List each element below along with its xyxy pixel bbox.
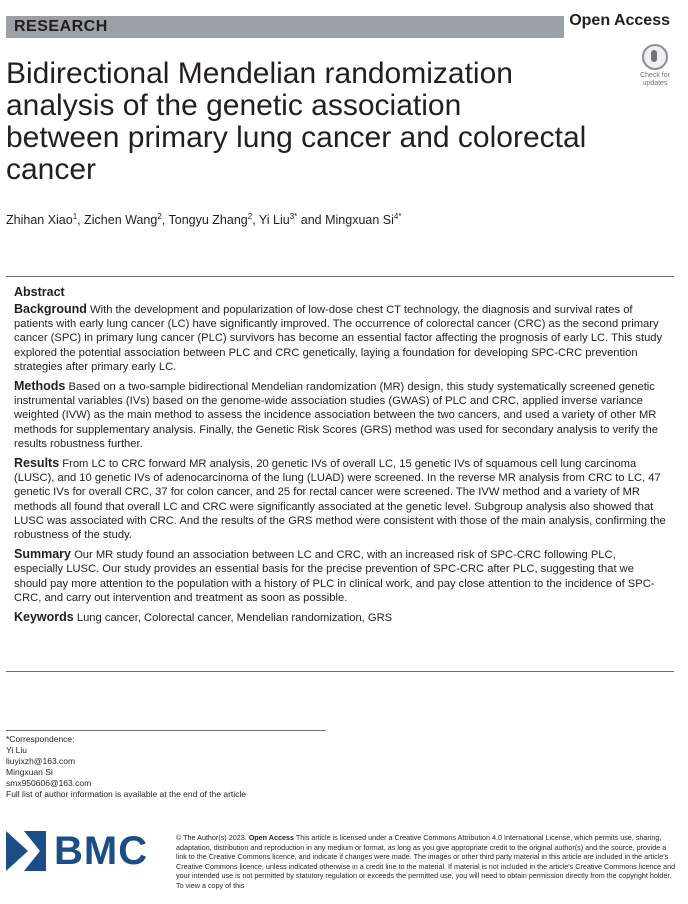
abstract-methods (14, 379, 666, 451)
methods-text: Based on a two-sample bidirectional Mendelian randomization (MR) design, this study systematically screened genetic instrumental variables (IVs) based on the genome-wide association studies (GWAS) of PLC and CRC, applied inverse variance weighted (IVW) as the main method to assess the incidence association between the two cancers, and used a variety of other MR methods for supplementary analysis. Finally, the Genetic Risk Scores (GRS) method was used for secondary analysis to verify the results robustness further. (14, 381, 658, 450)
title-line-4: cancer (6, 153, 97, 186)
author-affiliation: 3* (289, 212, 298, 221)
author-affiliation: 2 (247, 212, 253, 221)
bmc-logo-text: BMC (54, 828, 149, 873)
license-prefix: © The Author(s) 2023. (176, 833, 249, 842)
check-for-updates-badge[interactable] (635, 44, 675, 88)
license-text (176, 833, 676, 891)
results-text: From LC to CRC forward MR analysis, 20 genetic IVs of overall LC, 15 genetic IVs of squamous cell lung carcinoma (LUSC), and 10 genetic IVs of adenocarcinoma of the lung (LUAD) were screened. In the reverse MR analysis from CRC to LC, 47 genetic IVs for overall CRC, 37 for colon cancer, and 25 for rectal cancer were screened. The IVW method and a variety of MR methods all found that overall LC and CRC were significantly associated at the genetic level. Subgroup analysis also showed that LUSC was associated with CRC. And the results of the GRS method were consistent with those of the main analysis, confirming the robustness of the study. (14, 458, 666, 542)
summary-label: Summary (14, 547, 71, 562)
author-affiliation: 1 (72, 212, 78, 221)
author-affiliation: 4* (393, 212, 402, 221)
summary-text: Our MR study found an association between LC and CRC, with an increased risk of SPC-CRC following PLC, especially LUSC. Our study provides an essential basis for the precise prevention of SPC-CRC after PLC, suggesting that we should pay more attention to the population with a history of PLC in clinical work, and pay close attention to the incidence of SPC-CRC, and carry out intervention and treatment as soon as possible. (14, 549, 655, 604)
title-line-2: analysis of the genetic association (6, 89, 462, 122)
correspondence-heading: *Correspondence: (6, 734, 75, 744)
section-bar (6, 12, 674, 38)
article-title (6, 58, 626, 186)
correspondence-email[interactable]: liuyixzh@163.com (6, 756, 76, 766)
open-access-label: Open Access (569, 12, 670, 29)
abstract-results (14, 456, 666, 542)
author-name[interactable]: Zhihan Xiao (6, 213, 73, 228)
results-label: Results (14, 456, 60, 471)
correspondence-name: Mingxuan Si (6, 767, 53, 777)
title-line-1: Bidirectional Mendelian randomization (6, 57, 513, 90)
abstract-box (6, 276, 674, 672)
author-name[interactable]: Mingxuan Si (325, 213, 394, 228)
license-body: This article is licensed under a Creative Commons Attribution 4.0 International License, which permits use, sharing, adaptation, distribution and reproduction in any medium or format, as long as you give appropriate credit to the original author(s) and the source, provide a link to the Creative Commons licence, and indicate if changes were made. The images or other third party material in this article are included in the article's Creative Commons licence, unless indicated otherwise in a credit line to the material. If material is not included in the article's Creative Commons licence and your intended use is not permitted by statutory regulation or exceeds the permitted use, you will need to obtain permission directly from the copyright holder. To view a copy of this (176, 833, 676, 890)
bmc-logo-mark-icon (6, 831, 46, 871)
abstract-background (14, 302, 666, 374)
background-label: Background (14, 302, 87, 316)
license-open-access: Open Access (248, 833, 294, 842)
title-line-3: between primary lung cancer and colorectal (6, 121, 587, 154)
bmc-logo[interactable] (6, 828, 166, 874)
author-name[interactable]: Yi Liu (258, 213, 290, 228)
check-updates-text: Check for updates (640, 72, 670, 87)
check-updates-icon (642, 44, 668, 70)
section-label: RESEARCH (14, 18, 108, 35)
background-text: With the development and popularization of low-dose chest CT technology, the diagnosis and survival rates of patients with early lung cancer (LC) have significantly improved. The occurrence of colorectal cancer (CRC) as the second primary cancer (SPC) in primary lung cancer (PLC) survivors has become an essential factor affecting the prognosis of early LC. This study explored the potential association between PLC and CRC genetically, laying a foundation for developing SPC-CRC prevention strategies after primary early LC. (14, 304, 663, 373)
keywords-label: Keywords (14, 610, 74, 625)
abstract-keywords (14, 610, 666, 625)
keywords-text: Lung cancer, Colorectal cancer, Mendelian randomization, GRS (73, 612, 393, 625)
correspondence-email[interactable]: smx950606@163.com (6, 778, 92, 788)
correspondence-block (6, 730, 326, 800)
methods-label: Methods (14, 379, 66, 394)
author-name[interactable]: Tongyu Zhang (168, 213, 248, 228)
author-affiliation: 2 (157, 212, 162, 221)
abstract-summary (14, 547, 666, 605)
author-list: Zhihan Xiao$^1$, Zichen Wang$^2$, Tongyu Zhang$^2$, Yi Liu$^{3*}$ and Mingxuan $Si^{4*}$ (6, 212, 402, 228)
abstract-heading: Abstract (14, 285, 65, 299)
author-info-note: Full list of author information is available at the end of the article (6, 789, 247, 799)
correspondence-name: Yi Liu (6, 745, 27, 755)
author-name[interactable]: Zichen Wang (84, 213, 158, 228)
